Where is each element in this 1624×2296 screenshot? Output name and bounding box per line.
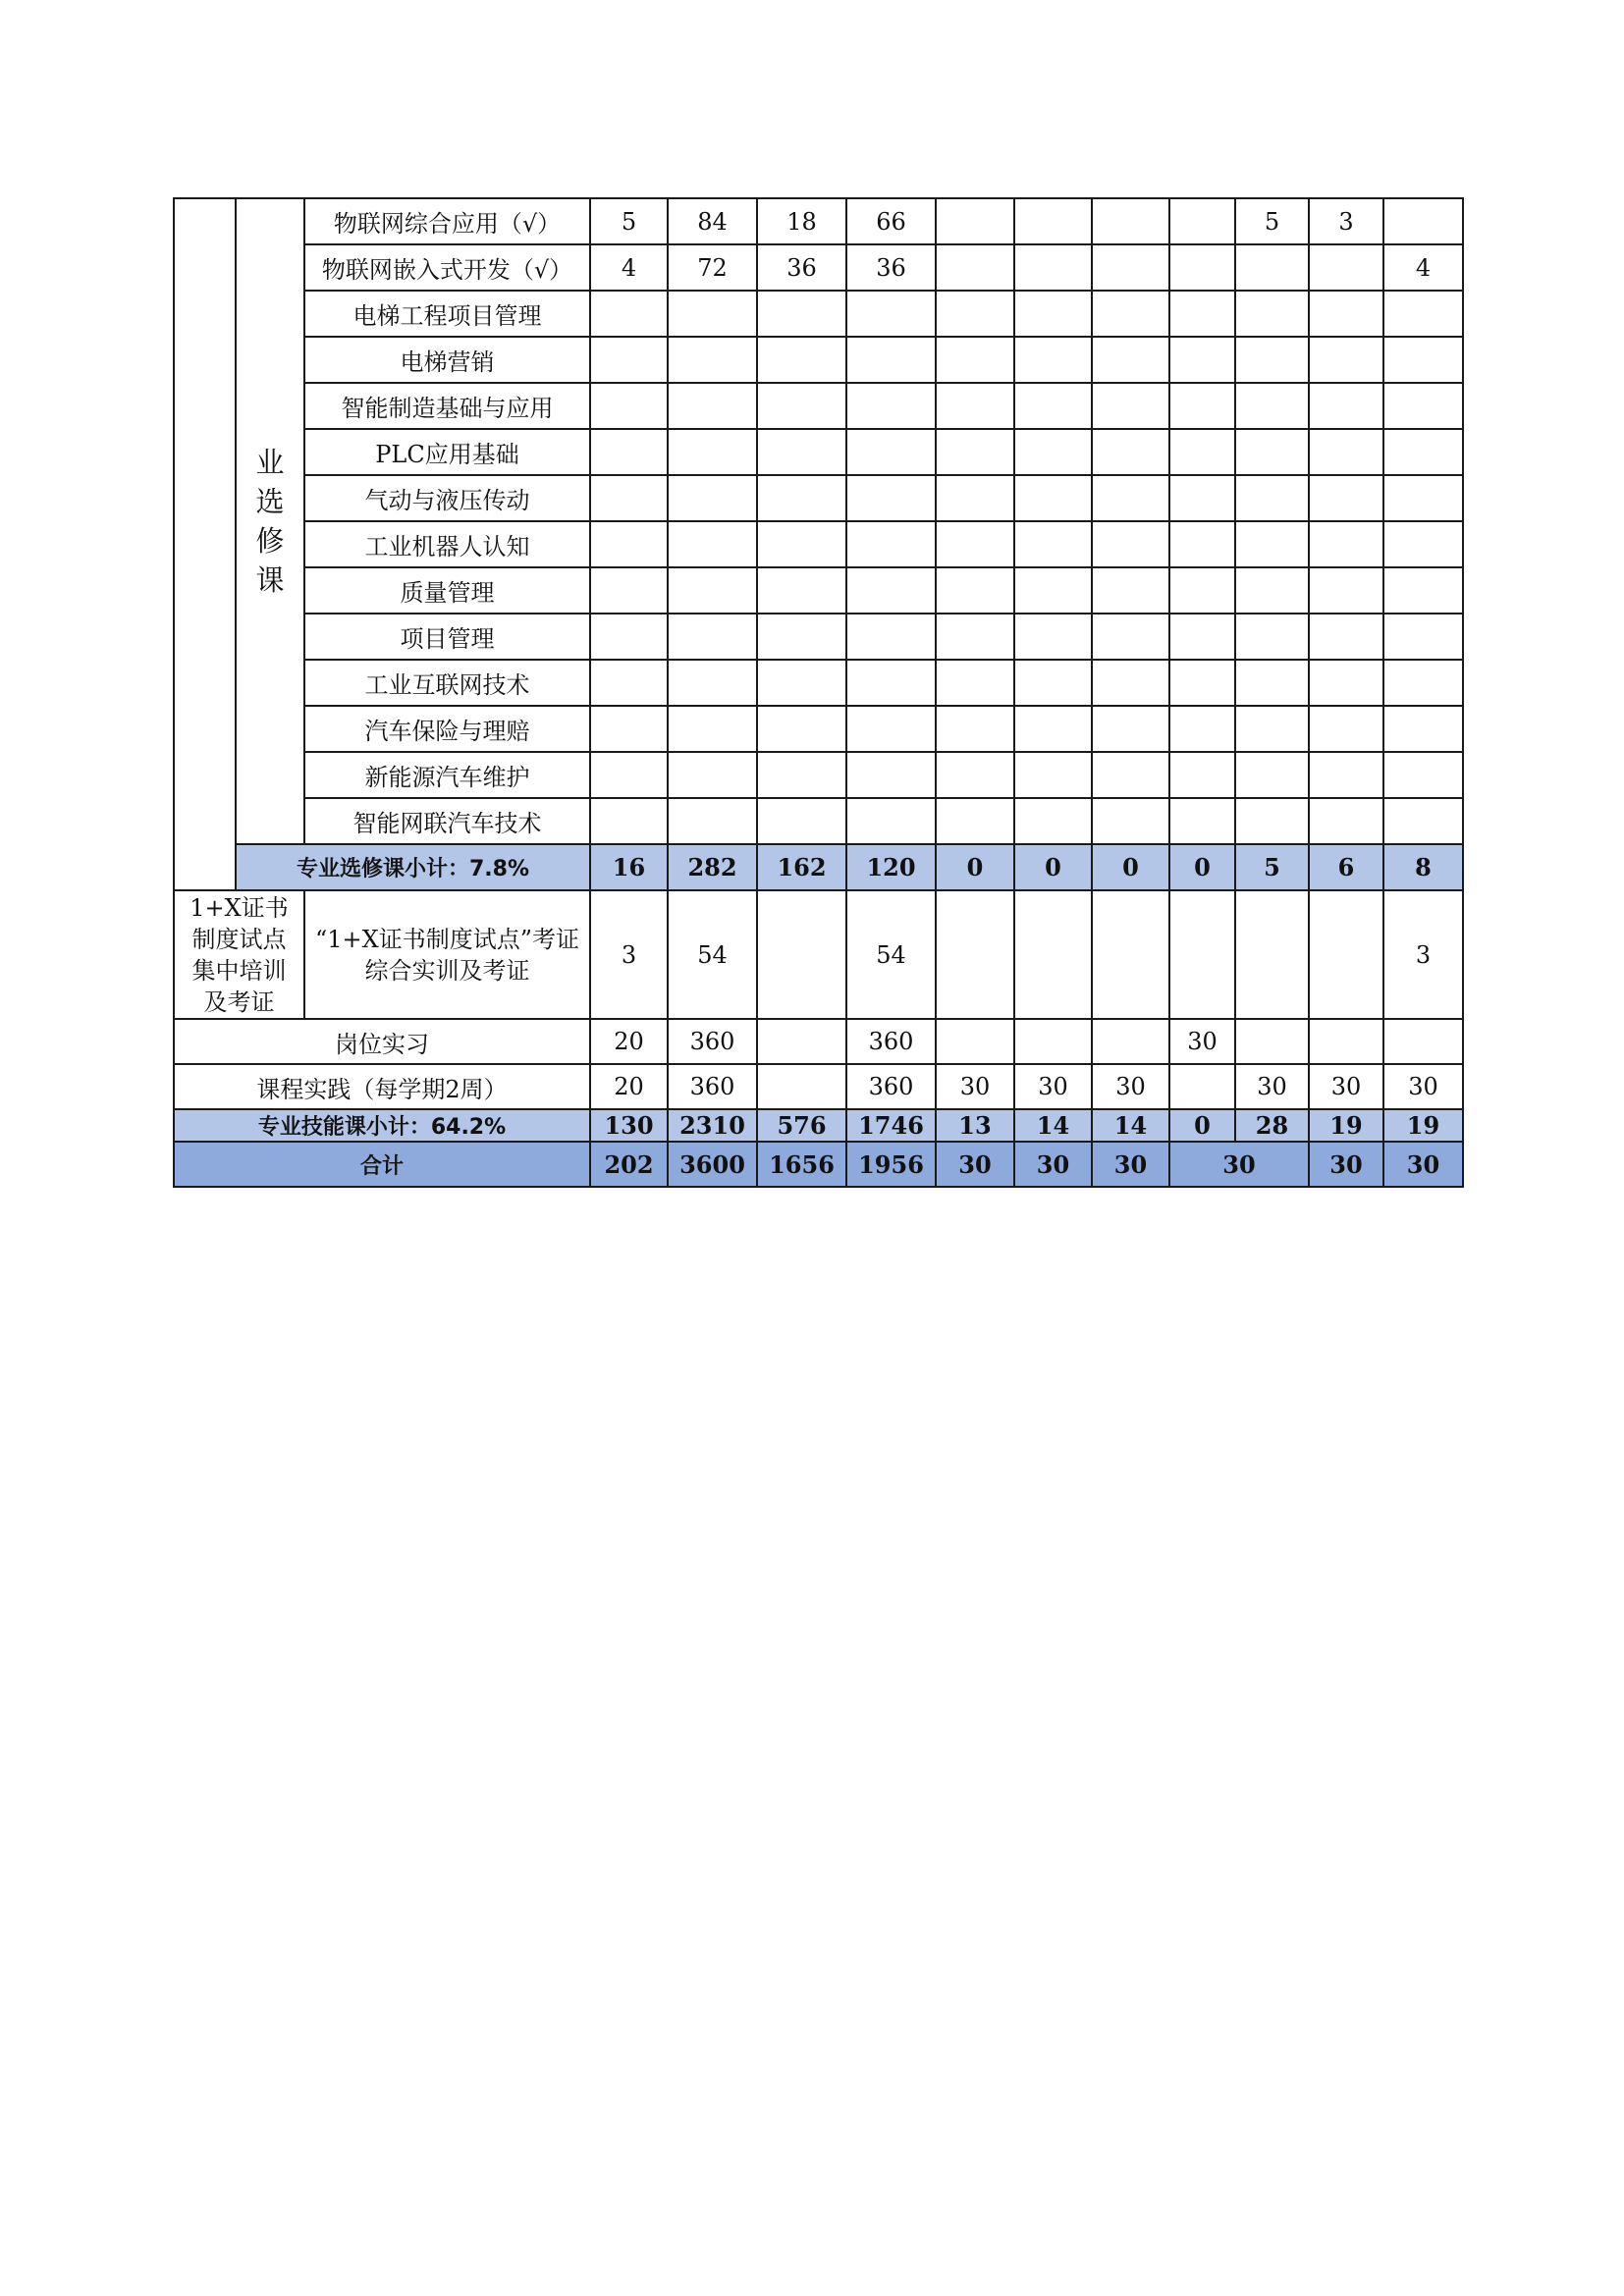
value-cell-9 (1235, 614, 1309, 660)
total-value-1: 202 (590, 1142, 668, 1187)
value-cell-10 (1309, 383, 1383, 429)
value-cell-7 (1092, 706, 1169, 752)
value-cell-9 (1235, 798, 1309, 844)
value-cell-2 (668, 752, 757, 798)
course-row (174, 475, 1463, 521)
value-cell-3 (757, 475, 846, 521)
value-cell-2 (668, 567, 757, 614)
total-value-7: 30 (1092, 1142, 1169, 1187)
value-cell-10 (1309, 337, 1383, 383)
cert-course-name: “1+X证书制度试点”考证 综合实训及考证 (304, 890, 590, 1019)
value-cell-11 (1383, 660, 1463, 706)
value-cell-8 (1169, 890, 1235, 1019)
course-row (174, 567, 1463, 614)
value-cell-3 (757, 890, 846, 1019)
value-cell-6: 0 (1014, 844, 1092, 890)
value-cell-1 (590, 706, 668, 752)
value-cell-2: 360 (668, 1064, 757, 1109)
value-cell-6 (1014, 429, 1092, 475)
value-cell-1: 4 (590, 244, 668, 291)
value-cell-6 (1014, 383, 1092, 429)
value-cell-9 (1235, 244, 1309, 291)
value-cell-1 (590, 660, 668, 706)
value-cell-8 (1169, 614, 1235, 660)
value-cell-7 (1092, 291, 1169, 337)
course-row (174, 198, 1463, 244)
course-name: 电梯工程项目管理 (304, 291, 590, 337)
value-cell-11 (1383, 198, 1463, 244)
value-cell-10: 6 (1309, 844, 1383, 890)
value-cell-3 (757, 337, 846, 383)
value-cell-8 (1169, 1064, 1235, 1109)
cert-row (174, 890, 1463, 1019)
value-cell-4 (846, 614, 936, 660)
value-cell-7 (1092, 521, 1169, 567)
value-cell-11 (1383, 567, 1463, 614)
value-cell-10 (1309, 429, 1383, 475)
value-cell-9: 30 (1235, 1064, 1309, 1109)
value-cell-6: 30 (1014, 1064, 1092, 1109)
course-name: 项目管理 (304, 614, 590, 660)
value-cell-8 (1169, 383, 1235, 429)
value-cell-4: 360 (846, 1019, 936, 1064)
value-cell-3 (757, 1019, 846, 1064)
course-name: PLC应用基础 (304, 429, 590, 475)
value-cell-9 (1235, 890, 1309, 1019)
value-cell-4 (846, 567, 936, 614)
value-cell-2 (668, 291, 757, 337)
skills-subtotal-row (174, 1109, 1463, 1142)
value-cell-6 (1014, 198, 1092, 244)
value-cell-3: 36 (757, 244, 846, 291)
total-value-6: 30 (1014, 1142, 1092, 1187)
value-cell-5 (936, 1019, 1014, 1064)
value-cell-11 (1383, 706, 1463, 752)
value-cell-3: 576 (757, 1109, 846, 1142)
course-name: 工业互联网技术 (304, 660, 590, 706)
value-cell-5 (936, 752, 1014, 798)
course-row (174, 383, 1463, 429)
value-cell-1: 20 (590, 1064, 668, 1109)
practice-row (174, 1064, 1463, 1109)
value-cell-4: 120 (846, 844, 936, 890)
value-cell-5 (936, 660, 1014, 706)
value-cell-8 (1169, 475, 1235, 521)
value-cell-2 (668, 383, 757, 429)
value-cell-7 (1092, 337, 1169, 383)
course-name: 气动与液压传动 (304, 475, 590, 521)
value-cell-5 (936, 521, 1014, 567)
value-cell-1: 130 (590, 1109, 668, 1142)
value-cell-5 (936, 475, 1014, 521)
value-cell-11 (1383, 475, 1463, 521)
total-value-2: 3600 (668, 1142, 757, 1187)
value-cell-6 (1014, 1019, 1092, 1064)
value-cell-7 (1092, 614, 1169, 660)
value-cell-6 (1014, 706, 1092, 752)
course-name: 质量管理 (304, 567, 590, 614)
value-cell-5: 30 (936, 1064, 1014, 1109)
course-name: 电梯营销 (304, 337, 590, 383)
value-cell-6 (1014, 475, 1092, 521)
value-cell-11 (1383, 383, 1463, 429)
value-cell-9 (1235, 475, 1309, 521)
value-cell-4 (846, 337, 936, 383)
value-cell-11 (1383, 429, 1463, 475)
value-cell-9 (1235, 337, 1309, 383)
value-cell-4: 66 (846, 198, 936, 244)
elective-subtotal-label: 专业选修课小计：7.8% (236, 844, 590, 890)
value-cell-11: 4 (1383, 244, 1463, 291)
value-cell-2: 72 (668, 244, 757, 291)
value-cell-1 (590, 337, 668, 383)
value-cell-4 (846, 752, 936, 798)
value-cell-5 (936, 383, 1014, 429)
value-cell-3 (757, 1064, 846, 1109)
value-cell-7 (1092, 890, 1169, 1019)
value-cell-3 (757, 383, 846, 429)
value-cell-8 (1169, 660, 1235, 706)
course-row (174, 429, 1463, 475)
outer-group-cell (174, 198, 236, 890)
value-cell-3: 162 (757, 844, 846, 890)
value-cell-1 (590, 798, 668, 844)
internship-row-label: 岗位实习 (174, 1019, 590, 1064)
value-cell-1 (590, 521, 668, 567)
value-cell-10 (1309, 798, 1383, 844)
value-cell-9 (1235, 521, 1309, 567)
value-cell-8 (1169, 429, 1235, 475)
course-name: 物联网综合应用（√） (304, 198, 590, 244)
value-cell-9 (1235, 567, 1309, 614)
value-cell-6 (1014, 752, 1092, 798)
course-row (174, 337, 1463, 383)
value-cell-1: 20 (590, 1019, 668, 1064)
value-cell-11 (1383, 798, 1463, 844)
course-name: 新能源汽车维护 (304, 752, 590, 798)
practice-row-label: 课程实践（每学期2周） (174, 1064, 590, 1109)
course-name: 智能制造基础与应用 (304, 383, 590, 429)
value-cell-2 (668, 660, 757, 706)
value-cell-9 (1235, 383, 1309, 429)
vertical-group-label: 业 选 修 课 (236, 198, 304, 844)
value-cell-4: 360 (846, 1064, 936, 1109)
value-cell-8 (1169, 244, 1235, 291)
total-value-10: 30 (1383, 1142, 1463, 1187)
value-cell-11 (1383, 1019, 1463, 1064)
value-cell-11: 8 (1383, 844, 1463, 890)
skills-subtotal-label: 专业技能课小计：64.2% (174, 1109, 590, 1142)
value-cell-11 (1383, 752, 1463, 798)
value-cell-4 (846, 383, 936, 429)
value-cell-9 (1235, 1019, 1309, 1064)
value-cell-4 (846, 475, 936, 521)
value-cell-1 (590, 383, 668, 429)
course-name: 物联网嵌入式开发（√） (304, 244, 590, 291)
value-cell-2 (668, 614, 757, 660)
value-cell-7 (1092, 429, 1169, 475)
value-cell-2: 54 (668, 890, 757, 1019)
value-cell-6 (1014, 798, 1092, 844)
total-value-4: 1956 (846, 1142, 936, 1187)
value-cell-10 (1309, 521, 1383, 567)
value-cell-2 (668, 706, 757, 752)
value-cell-8 (1169, 752, 1235, 798)
value-cell-4 (846, 291, 936, 337)
cert-label: 1+X证书 制度试点 集中培训 及考证 (174, 890, 304, 1019)
value-cell-9 (1235, 291, 1309, 337)
value-cell-9 (1235, 706, 1309, 752)
value-cell-5: 13 (936, 1109, 1014, 1142)
value-cell-4 (846, 429, 936, 475)
value-cell-1: 5 (590, 198, 668, 244)
value-cell-5 (936, 567, 1014, 614)
internship-row (174, 1019, 1463, 1064)
value-cell-2 (668, 475, 757, 521)
value-cell-6 (1014, 567, 1092, 614)
elective-subtotal-row (174, 844, 1463, 890)
value-cell-10 (1309, 567, 1383, 614)
value-cell-3 (757, 521, 846, 567)
course-name: 智能网联汽车技术 (304, 798, 590, 844)
value-cell-3 (757, 752, 846, 798)
value-cell-6 (1014, 291, 1092, 337)
value-cell-10: 3 (1309, 198, 1383, 244)
value-cell-4 (846, 706, 936, 752)
value-cell-9 (1235, 660, 1309, 706)
value-cell-3 (757, 291, 846, 337)
value-cell-4: 54 (846, 890, 936, 1019)
value-cell-10: 30 (1309, 1064, 1383, 1109)
value-cell-6: 14 (1014, 1109, 1092, 1142)
value-cell-2 (668, 429, 757, 475)
value-cell-2: 360 (668, 1019, 757, 1064)
value-cell-7 (1092, 383, 1169, 429)
value-cell-3 (757, 567, 846, 614)
value-cell-11: 19 (1383, 1109, 1463, 1142)
value-cell-8: 0 (1169, 1109, 1235, 1142)
value-cell-8: 0 (1169, 844, 1235, 890)
value-cell-3 (757, 614, 846, 660)
total-value-3: 1656 (757, 1142, 846, 1187)
value-cell-9: 28 (1235, 1109, 1309, 1142)
value-cell-1 (590, 429, 668, 475)
value-cell-5 (936, 291, 1014, 337)
value-cell-6 (1014, 521, 1092, 567)
value-cell-5: 0 (936, 844, 1014, 890)
value-cell-11 (1383, 521, 1463, 567)
value-cell-5 (936, 429, 1014, 475)
value-cell-5 (936, 337, 1014, 383)
value-cell-8 (1169, 291, 1235, 337)
value-cell-8 (1169, 337, 1235, 383)
value-cell-5 (936, 614, 1014, 660)
value-cell-3: 18 (757, 198, 846, 244)
value-cell-1 (590, 567, 668, 614)
value-cell-2 (668, 521, 757, 567)
value-cell-2 (668, 798, 757, 844)
value-cell-1 (590, 614, 668, 660)
value-cell-5 (936, 244, 1014, 291)
course-row (174, 660, 1463, 706)
value-cell-5 (936, 890, 1014, 1019)
value-cell-7: 30 (1092, 1064, 1169, 1109)
value-cell-6 (1014, 890, 1092, 1019)
value-cell-6 (1014, 244, 1092, 291)
value-cell-11 (1383, 337, 1463, 383)
value-cell-8: 30 (1169, 1019, 1235, 1064)
value-cell-6 (1014, 337, 1092, 383)
value-cell-7 (1092, 567, 1169, 614)
value-cell-4 (846, 798, 936, 844)
value-cell-11 (1383, 291, 1463, 337)
value-cell-5 (936, 706, 1014, 752)
value-cell-2: 2310 (668, 1109, 757, 1142)
course-row (174, 752, 1463, 798)
value-cell-4: 1746 (846, 1109, 936, 1142)
value-cell-11: 3 (1383, 890, 1463, 1019)
value-cell-10 (1309, 660, 1383, 706)
total-value-9: 30 (1309, 1142, 1383, 1187)
value-cell-1 (590, 475, 668, 521)
value-cell-9: 5 (1235, 844, 1309, 890)
course-row (174, 798, 1463, 844)
value-cell-2: 84 (668, 198, 757, 244)
value-cell-3 (757, 429, 846, 475)
value-cell-4 (846, 521, 936, 567)
value-cell-1: 16 (590, 844, 668, 890)
total-value-8: 30 (1169, 1142, 1309, 1187)
value-cell-4 (846, 660, 936, 706)
value-cell-8 (1169, 521, 1235, 567)
value-cell-3 (757, 706, 846, 752)
value-cell-10: 19 (1309, 1109, 1383, 1142)
value-cell-9: 5 (1235, 198, 1309, 244)
course-row (174, 291, 1463, 337)
value-cell-11: 30 (1383, 1064, 1463, 1109)
value-cell-7 (1092, 198, 1169, 244)
value-cell-7: 14 (1092, 1109, 1169, 1142)
value-cell-10 (1309, 291, 1383, 337)
value-cell-7 (1092, 244, 1169, 291)
total-row (174, 1142, 1463, 1187)
value-cell-1 (590, 752, 668, 798)
value-cell-10 (1309, 475, 1383, 521)
value-cell-10 (1309, 706, 1383, 752)
value-cell-1: 3 (590, 890, 668, 1019)
value-cell-10 (1309, 1019, 1383, 1064)
value-cell-8 (1169, 198, 1235, 244)
value-cell-10 (1309, 890, 1383, 1019)
value-cell-10 (1309, 614, 1383, 660)
course-name: 工业机器人认知 (304, 521, 590, 567)
curriculum-plan-table (173, 197, 1464, 1188)
value-cell-6 (1014, 660, 1092, 706)
total-value-5: 30 (936, 1142, 1014, 1187)
total-label: 合计 (174, 1142, 590, 1187)
value-cell-7 (1092, 475, 1169, 521)
course-row (174, 706, 1463, 752)
value-cell-5 (936, 798, 1014, 844)
value-cell-2: 282 (668, 844, 757, 890)
value-cell-9 (1235, 429, 1309, 475)
value-cell-6 (1014, 614, 1092, 660)
course-row (174, 244, 1463, 291)
course-row (174, 521, 1463, 567)
value-cell-7 (1092, 660, 1169, 706)
value-cell-8 (1169, 567, 1235, 614)
value-cell-7 (1092, 1019, 1169, 1064)
value-cell-8 (1169, 706, 1235, 752)
value-cell-2 (668, 337, 757, 383)
value-cell-9 (1235, 752, 1309, 798)
value-cell-7 (1092, 752, 1169, 798)
value-cell-1 (590, 291, 668, 337)
value-cell-4: 36 (846, 244, 936, 291)
value-cell-7 (1092, 798, 1169, 844)
value-cell-5 (936, 198, 1014, 244)
value-cell-10 (1309, 752, 1383, 798)
value-cell-3 (757, 660, 846, 706)
value-cell-11 (1383, 614, 1463, 660)
course-name: 汽车保险与理赔 (304, 706, 590, 752)
value-cell-8 (1169, 798, 1235, 844)
course-row (174, 614, 1463, 660)
value-cell-3 (757, 798, 846, 844)
value-cell-10 (1309, 244, 1383, 291)
value-cell-7: 0 (1092, 844, 1169, 890)
